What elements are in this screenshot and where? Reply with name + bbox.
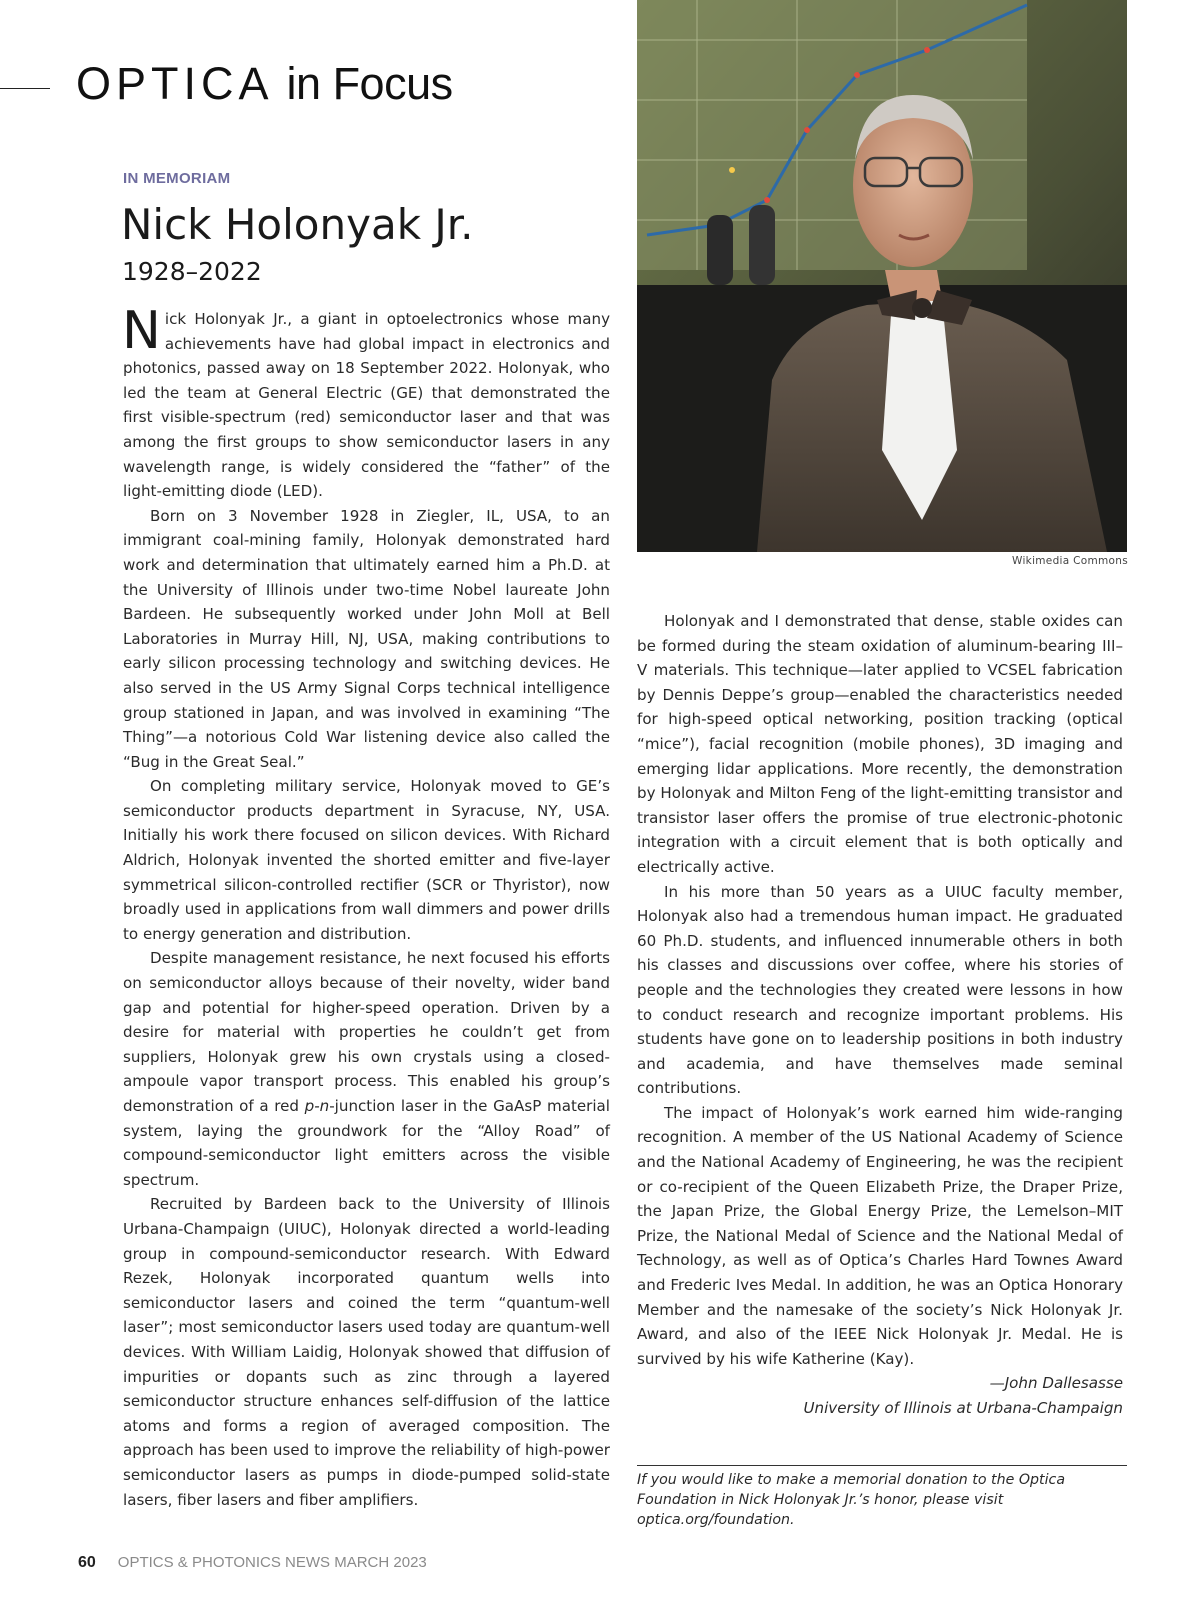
brand-logo: OPTICA	[76, 58, 274, 109]
page-footer	[78, 1554, 427, 1572]
page-number: 60	[78, 1554, 96, 1571]
paragraph-4: Despite management resistance, he next focused his efforts on semiconductor alloys because of their novelty, wider band gap and potential for higher-speed operation. Driven by a desire for material with properties he couldn’t get from suppliers, Holonyak grew his own crystals using a closed-ampoule vapor transport process. This enabled his group’s demonstration of a red p-n-junction laser in the GaAsP material system, laying the groundwork for the “Alloy Road” of compound-semiconductor light emitters across the visible spectrum.	[123, 949, 610, 1189]
photo-credit: Wikimedia Commons	[1012, 555, 1128, 567]
paragraph-6: Holonyak and I demonstrated that dense, stable oxides can be formed during the steam oxidation of aluminum-bearing III–V materials. This technique—later applied to VCSEL fabrication by Dennis Deppe’s group—enabled the characteristics needed for high-speed optical networking, position tracking (optical “mice”), facial recognition (mobile phones), 3D imaging and emerging lidar applications. More recently, the demonstration by Holonyak and Milton Feng of the light-emitting transistor and transistor laser offers the promise of true electronic-photonic integration with a circuit element that is both optically and electrically active.	[637, 612, 1123, 876]
portrait-photo	[637, 0, 1127, 552]
kicker: IN MEMORIAM	[123, 170, 231, 187]
author-affiliation: University of Illinois at Urbana-Champaign	[803, 1399, 1123, 1417]
paragraph-3: On completing military service, Holonyak moved to GE’s semiconductor products department in Syracuse, NY, USA. Initially his work there focused on silicon devices. With Richard Aldrich, Holonyak invented the shorted emitter and five-layer symmetrical silicon-controlled rectifier (SCR or Thyristor), now broadly used in applications from wall dimmers and power drills to energy generation and distribution.	[123, 777, 610, 943]
article-title: Nick Holonyak Jr.	[121, 200, 474, 249]
paragraph-8: The impact of Holonyak’s work earned him wide-ranging recognition. A member of the US National Academy of Science and the National Academy of Engineering, he was the recipient or co-recipient of the Queen Elizabeth Prize, the Draper Prize, the Japan Prize, the Global Energy Prize, the Lemelson–MIT Prize, the National Medal of Science and the National Medal of Technology, as well as of Optica’s Charles Hard Townes Award and Frederic Ives Medal. In addition, he was an Optica Honorary Member and the namesake of the society’s Nick Holonyak Jr. Award, and also of the IEEE Nick Holonyak Jr. Medal. He is survived by his wife Katherine (Kay).	[637, 1103, 1123, 1368]
life-years: 1928–2022	[122, 257, 262, 286]
paragraph-1: Nick Holonyak Jr., a giant in optoelectronics whose many achievements have had global impact in electronics and photonics, passed away on 18 September 2022. Holonyak, who led the team at General Electric (GE) that demonstrated the first visible-spectrum (red) semiconductor laser and that was among the first groups to show semiconductor lasers in any wavelength range, is widely considered the “father” of the light-emitting diode (LED).	[122, 301, 610, 501]
donation-note: If you would like to make a memorial donation to the Optica Foundation in Nick Holonyak Jr.’s honor, please visit optica.org/foundation.	[637, 1472, 1066, 1528]
publication-line: OPTICS & PHOTONICS NEWS MARCH 2023	[117, 1554, 427, 1571]
paragraph-5: Recruited by Bardeen back to the University of Illinois Urbana-Champaign (UIUC), Holonyak directed a world-leading group in compound-semiconductor research. With Edward Rezek, Holonyak incorporated quantum wells into semiconductor lasers and coined the term “quantum-well laser”; most semiconductor lasers used today are quantum-well devices. With William Laidig, Holonyak showed that diffusion of impurities or dopants such as zinc through a layered semiconductor structure enhances self-diffusion of the lattice atoms and forms a region of averaged composition. The approach has been used to improve the reliability of high-power semiconductor lasers as pumps in diode-pumped solid-state lasers, fiber lasers and fiber amplifiers.	[123, 1195, 610, 1509]
paragraph-2: Born on 3 November 1928 in Ziegler, IL, USA, to an immigrant coal-mining family, Holonyak demonstrated hard work and determination that ultimately earned him a Ph.D. at the University of Illinois under two-time Nobel laureate John Bardeen. He subsequently worked under John Moll at Bell Laboratories in Murray Hill, NJ, USA, making contributions to early silicon processing technology and switching devices. He also served in the US Army Signal Corps technical intelligence group stationed in Japan, and was involved in examining “The Thing”—a notorious Cold War listening device also called the “Bug in the Great Seal.”	[123, 506, 610, 771]
left-column	[122, 301, 610, 1512]
header-rule	[0, 88, 50, 89]
right-column	[637, 609, 1123, 1421]
masthead	[76, 58, 453, 110]
paragraph-7: In his more than 50 years as a UIUC faculty member, Holonyak also had a tremendous human impact. He graduated 60 Ph.D. students, and influenced innumerable others in both his classes and discussions over coffee, where his stories of people and the technologies they created were lessons in how to conduct research and recognize important problems. His students have gone on to leadership positions in both industry and academia, and have themselves made seminal contributions.	[637, 882, 1123, 1098]
note-divider	[637, 1465, 1127, 1466]
author-name: —John Dallesasse	[989, 1374, 1123, 1393]
drop-cap: N	[122, 301, 161, 361]
section-name: in Focus	[286, 58, 453, 109]
